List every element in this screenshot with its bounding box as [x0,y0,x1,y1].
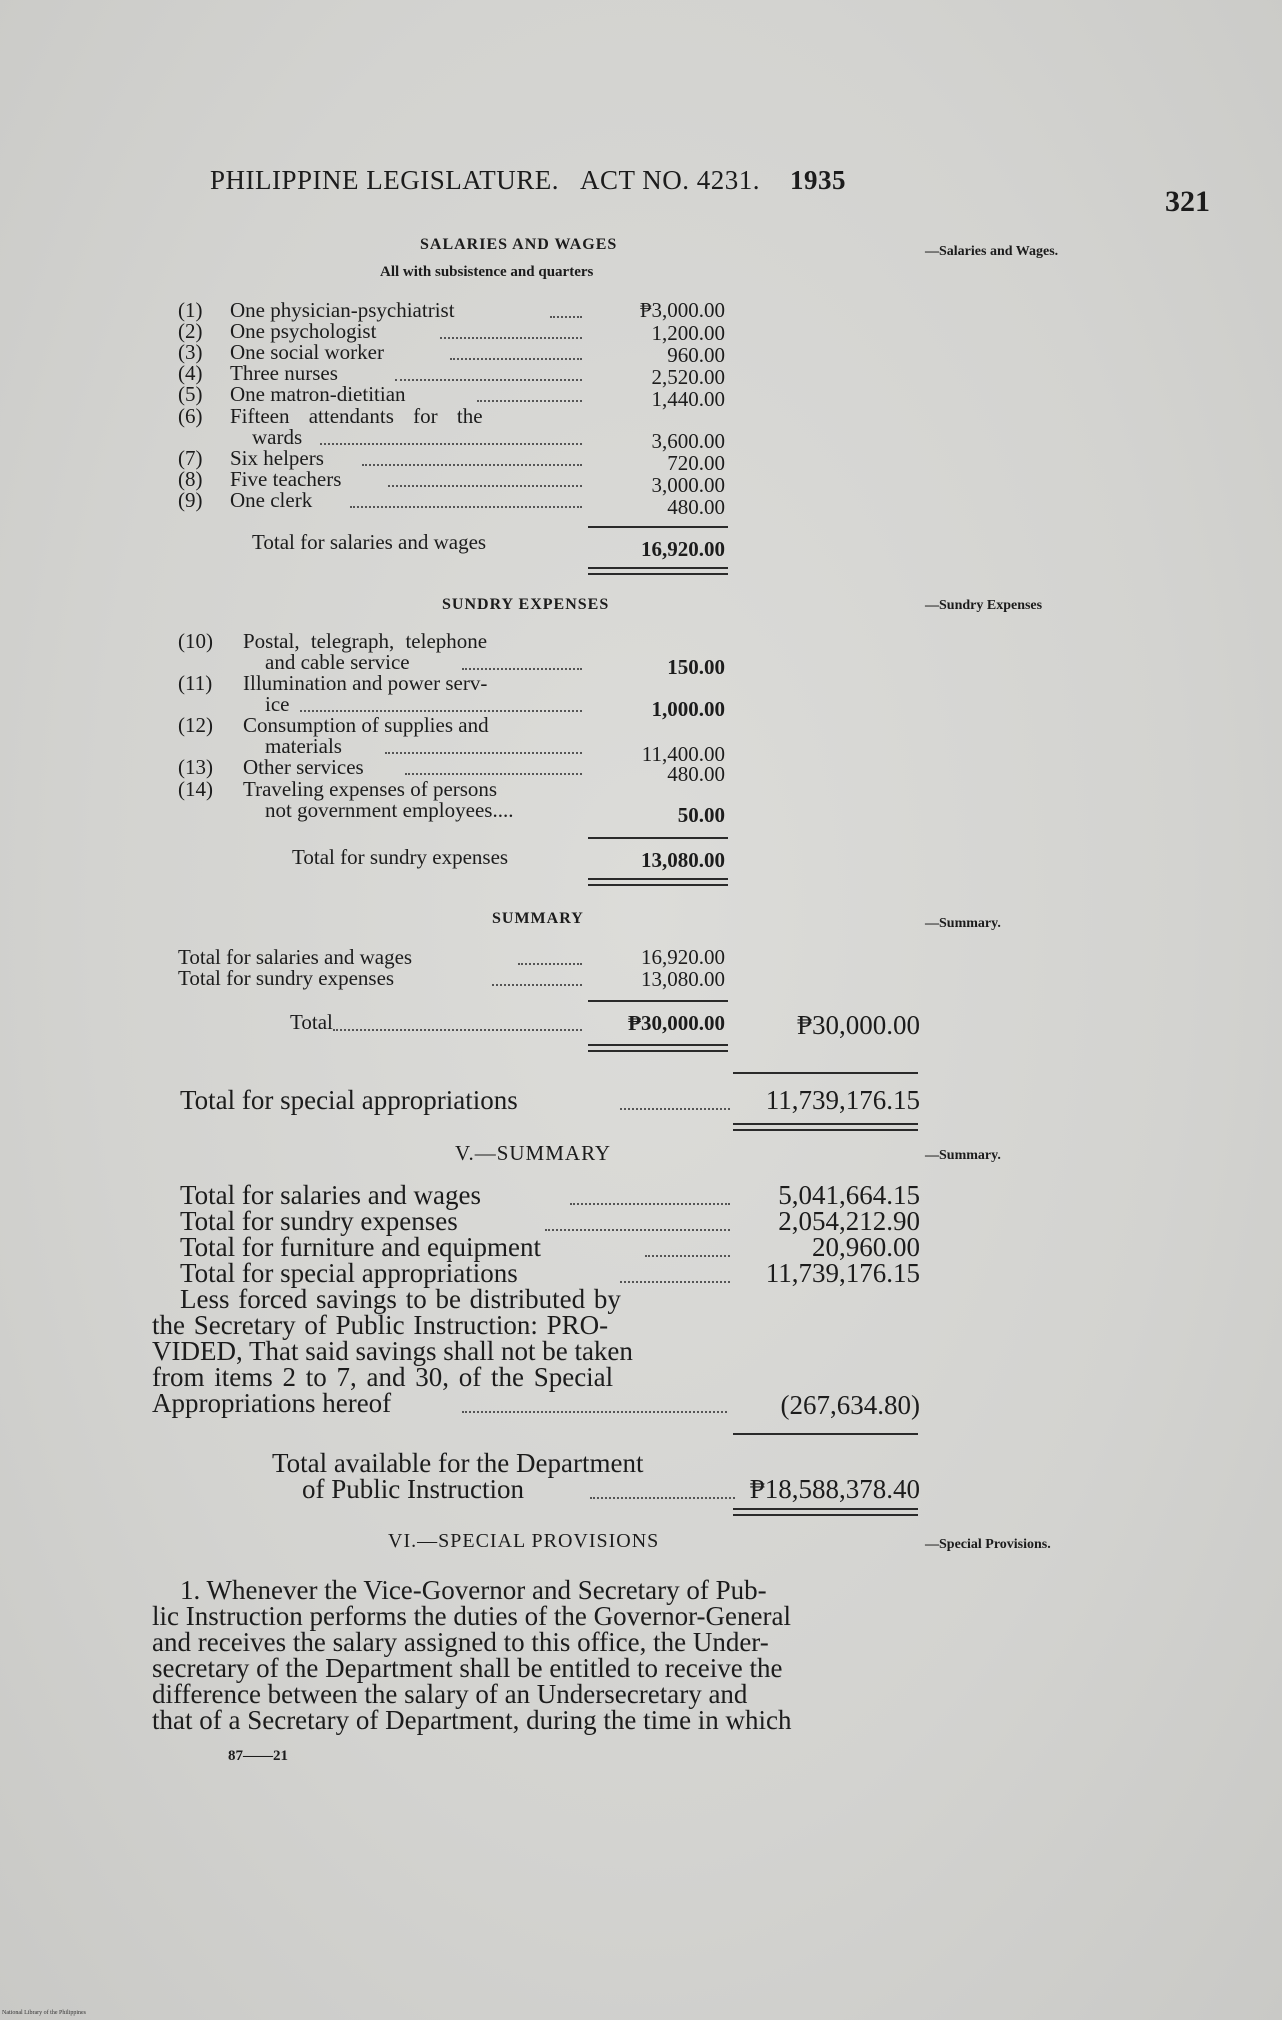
item-label-continued: not government employees.... [265,798,514,822]
item-amount: 3,000.00 [651,473,725,497]
item-number: (12) [178,713,213,737]
item-amount: 480.00 [667,762,725,786]
item-label: Illumination and power serv- [243,671,488,695]
available-line2: of Public Instruction [302,1474,524,1504]
running-head-act: ACT NO. 4231. [580,165,761,195]
item-number: (10) [178,629,213,653]
item-label: One social worker [230,340,384,364]
item-label: Five teachers [230,467,342,491]
item-amount: 50.00 [677,803,725,827]
leader-dots [350,506,582,508]
item-number: (11) [178,671,213,695]
leader-dots [492,984,582,986]
double-rule [733,1508,918,1516]
leader-dots [620,1108,730,1110]
paragraph-line: 1. Whenever the Vice-Governor and Secretary of Pub- [180,1575,767,1605]
summary-heading: SUMMARY [492,910,584,927]
row-amount: 2,054,212.90 [778,1206,920,1236]
leader-dots [440,337,582,339]
item-amount: 3,600.00 [651,429,725,453]
row-label: Total for salaries and wages [180,1180,481,1210]
item-label: Postal, telegraph, telephone [243,629,488,653]
special-provisions-heading: VI.—SPECIAL PROVISIONS [388,1530,660,1552]
item-label-continued: and cable service [265,650,410,674]
salaries-total-amount: 16,920.00 [641,537,725,561]
leader-dots [320,443,582,445]
item-number: (6) [178,404,203,428]
item-number: (14) [178,777,213,801]
summary-total-amount: ₱30,000.00 [628,1011,725,1035]
item-number: (4) [178,361,203,385]
item-label: Fifteen attendants for the [230,404,483,428]
salaries-total-label: Total for salaries and wages [252,530,487,554]
double-rule [588,878,728,886]
item-label: One physician-psychiatrist [230,298,455,322]
leader-dots [570,1203,730,1205]
item-amount: 1,440.00 [651,387,725,411]
summary-total-amount-col2: ₱30,000.00 [796,1010,920,1040]
sundry-heading: SUNDRY EXPENSES [442,596,610,613]
available-amount: ₱18,588,378.40 [749,1474,920,1504]
item-label: Other services [243,755,364,779]
available-line1: Total available for the Department [272,1448,644,1478]
item-number: (1) [178,298,203,322]
item-label-continued: wards [252,425,303,449]
item-label-continued: materials [265,734,342,758]
row-amount: 13,080.00 [641,967,725,991]
sundry-margin-note: —Sundry Expenses [925,598,1043,613]
item-number: (7) [178,446,203,470]
salaries-margin-note: —Salaries and Wages. [925,244,1059,259]
leader-dots [385,752,582,754]
summary-margin-note: —Summary. [925,916,1001,931]
row-label: Total for special appropriations [180,1258,518,1288]
salaries-heading: SALARIES AND WAGES [420,236,618,253]
leader-dots [300,710,582,712]
row-amount: 20,960.00 [812,1232,920,1262]
item-label-continued: ice [265,692,290,716]
item-number: (2) [178,319,203,343]
item-amount: 960.00 [667,343,725,367]
v-summary-heading: V.—SUMMARY [455,1141,612,1165]
row-label: Total for furniture and equipment [180,1232,541,1262]
summary-total-label: Total [290,1010,333,1034]
running-head-year: 1935 [790,165,846,195]
leader-dots [388,485,582,487]
leader-dots [333,1029,582,1031]
paragraph-line: and receives the salary assigned to this office, the Under- [152,1627,769,1657]
v-summary-margin-note: —Summary. [925,1148,1001,1163]
item-label: One psychologist [230,319,377,343]
leader-dots [620,1281,730,1283]
item-amount: 1,000.00 [651,697,725,721]
item-amount: 720.00 [667,451,725,475]
paragraph-line: difference between the salary of an Undersecretary and [152,1679,748,1709]
paragraph-line: that of a Secretary of Department, during the time in which [152,1705,792,1735]
item-number: (13) [178,755,213,779]
less-line: from items 2 to 7, and 30, of the Special [152,1362,614,1392]
sundry-total-amount: 13,080.00 [641,848,725,872]
leader-dots [477,400,582,402]
sundry-total-label: Total for sundry expenses [292,845,509,869]
running-head-title: PHILIPPINE LEGISLATURE. [210,165,559,195]
special-provisions-margin-note: —Special Provisions. [925,1537,1051,1552]
special-total-label: Total for special appropriations [180,1085,518,1115]
column-rule [733,1072,918,1074]
leader-dots [405,773,582,775]
leader-dots [545,1229,730,1231]
footer-credit: National Library of the Philippines [2,2010,86,2016]
leader-dots [462,1411,727,1413]
less-line: the Secretary of Public Instruction: PRO- [152,1310,609,1340]
item-label: Consumption of supplies and [243,713,489,737]
item-amount: 11,400.00 [641,742,725,766]
less-line: VIDED, That said savings shall not be taken [152,1336,633,1366]
item-amount: 1,200.00 [651,321,725,345]
leader-dots [518,963,582,965]
leader-dots [462,668,582,670]
item-number: (9) [178,488,203,512]
salaries-subheading: All with subsistence and quarters [380,264,594,280]
leader-dots [590,1497,735,1499]
item-number: (3) [178,340,203,364]
less-line: Appropriations hereof [152,1388,392,1418]
item-label: One clerk [230,488,313,512]
leader-dots [450,358,582,360]
item-amount: 150.00 [667,655,725,679]
item-amount: ₱3,000.00 [639,298,725,322]
item-number: (8) [178,467,203,491]
paragraph-line: secretary of the Department shall be entitled to receive the [152,1653,783,1683]
item-label: Traveling expenses of persons [243,777,498,801]
double-rule [588,567,728,575]
item-amount: 480.00 [667,495,725,519]
item-label: Three nurses [230,361,338,385]
leader-dots [645,1255,730,1257]
leader-dots [362,464,582,466]
column-rule [733,1433,918,1435]
leader-dots [395,379,582,381]
leader-dots [550,316,582,318]
less-line: Less forced savings to be distributed by [180,1284,621,1314]
less-amount: (267,634.80) [780,1390,920,1420]
item-number: (5) [178,382,203,406]
row-label: Total for sundry expenses [178,966,395,990]
row-label: Total for sundry expenses [180,1206,458,1236]
item-amount: 2,520.00 [651,365,725,389]
special-total-amount: 11,739,176.15 [765,1085,920,1115]
row-label: Total for salaries and wages [178,945,413,969]
item-label: One matron-dietitian [230,382,406,406]
row-amount: 16,920.00 [641,945,725,969]
item-label: Six helpers [230,446,324,470]
column-rule [588,837,728,839]
row-amount: 11,739,176.15 [765,1258,920,1288]
column-rule [588,1000,728,1002]
paragraph-line: lic Instruction performs the duties of the Governor-General [152,1601,791,1631]
column-rule [588,526,728,528]
signature-mark: 87——21 [228,1748,288,1764]
double-rule [588,1044,728,1052]
double-rule [733,1123,918,1131]
page-number: 321 [1165,185,1210,218]
row-amount: 5,041,664.15 [778,1180,920,1210]
